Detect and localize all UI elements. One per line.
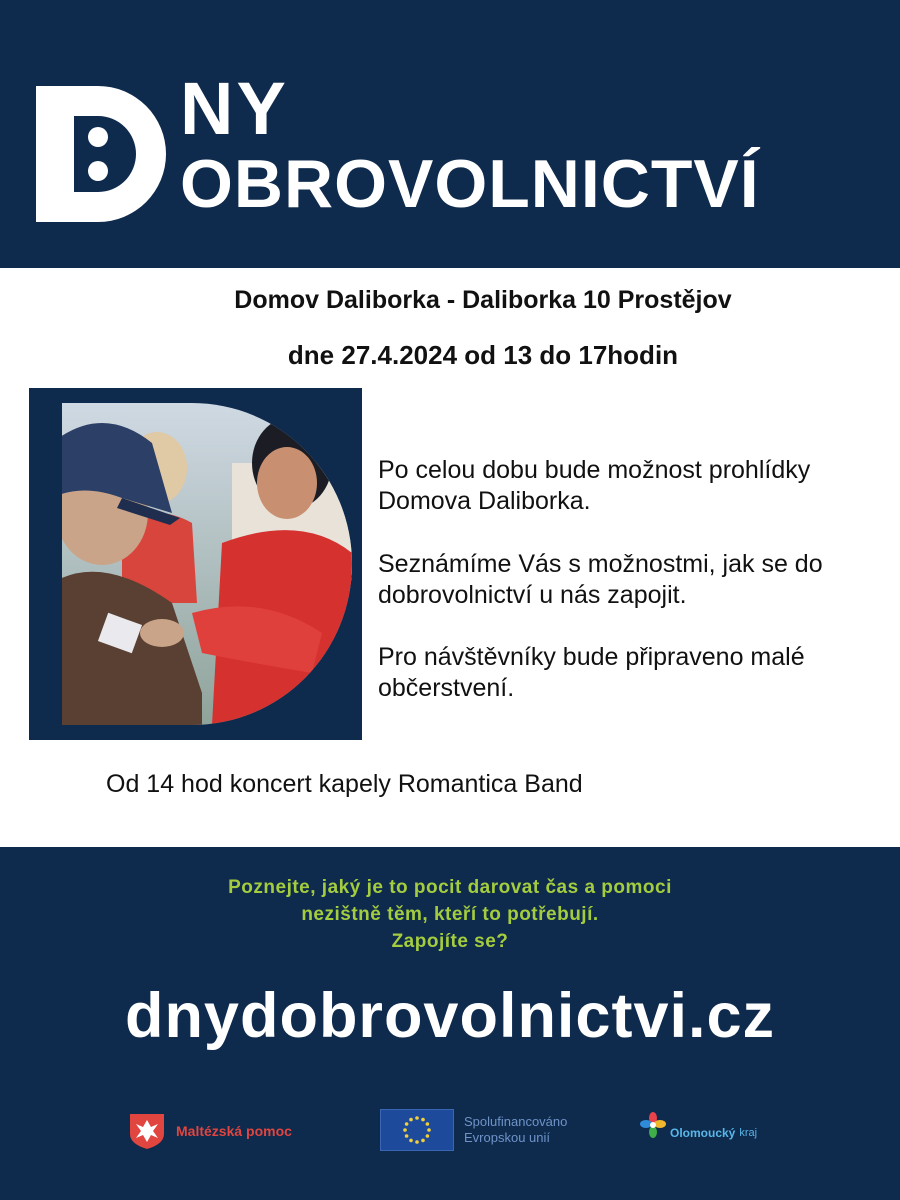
description-paragraph: Pro návštěvníky bude připraveno malé občerstvení. (378, 643, 805, 703)
slogan-line: nezištně těm, kteří to potřebují. (301, 903, 599, 925)
eu-cofunding-text (464, 1114, 567, 1145)
event-date: dne 27.4.2024 od 13 do 17hodin (287, 340, 679, 370)
maltese-aid-name: Maltézská pomoc (176, 1123, 292, 1139)
maltese-aid-logo (128, 1112, 292, 1150)
region-name: Olomoucký (670, 1126, 736, 1140)
event-place: Domov Daliborka - Daliborka 10 Prostějov (234, 286, 732, 314)
eu-flag-icon (380, 1109, 454, 1151)
maltese-cross-icon (128, 1112, 166, 1150)
eu-text-line: Evropskou unií (464, 1130, 550, 1145)
region-suffix: kraj (739, 1127, 758, 1139)
concert-note: Od 14 hod koncert kapely Romantica Band (106, 770, 583, 798)
header-banner (0, 0, 900, 268)
slogan-line: Poznejte, jaký je to pocit darovat čas a pomoci (228, 877, 672, 898)
website-url[interactable]: dnydobrovolnictvi.cz (124, 981, 776, 1051)
event-description (378, 455, 878, 736)
olomouc-region-logo (640, 1112, 757, 1140)
region-flower-icon (640, 1112, 666, 1140)
eu-text-line: Spolufinancováno (464, 1114, 568, 1130)
dny-logo-d-icon (36, 86, 174, 222)
eu-cofunding-logo (380, 1109, 567, 1151)
slogan (0, 875, 900, 956)
volunteer-photo (62, 403, 352, 725)
slogan-line: Zapojíte se? (391, 930, 509, 952)
logo-word-dobrovolnictvi: OBROVOLNICTVÍ (180, 146, 760, 222)
description-paragraph: Seznámíme Vás s možnostmi, jak se do dobrovolnictví u nás zapojit. (378, 549, 823, 609)
logo-word-ny: NY (180, 67, 289, 150)
description-paragraph: Po celou dobu bude možnost prohlídky Domova Daliborka. (378, 456, 811, 516)
